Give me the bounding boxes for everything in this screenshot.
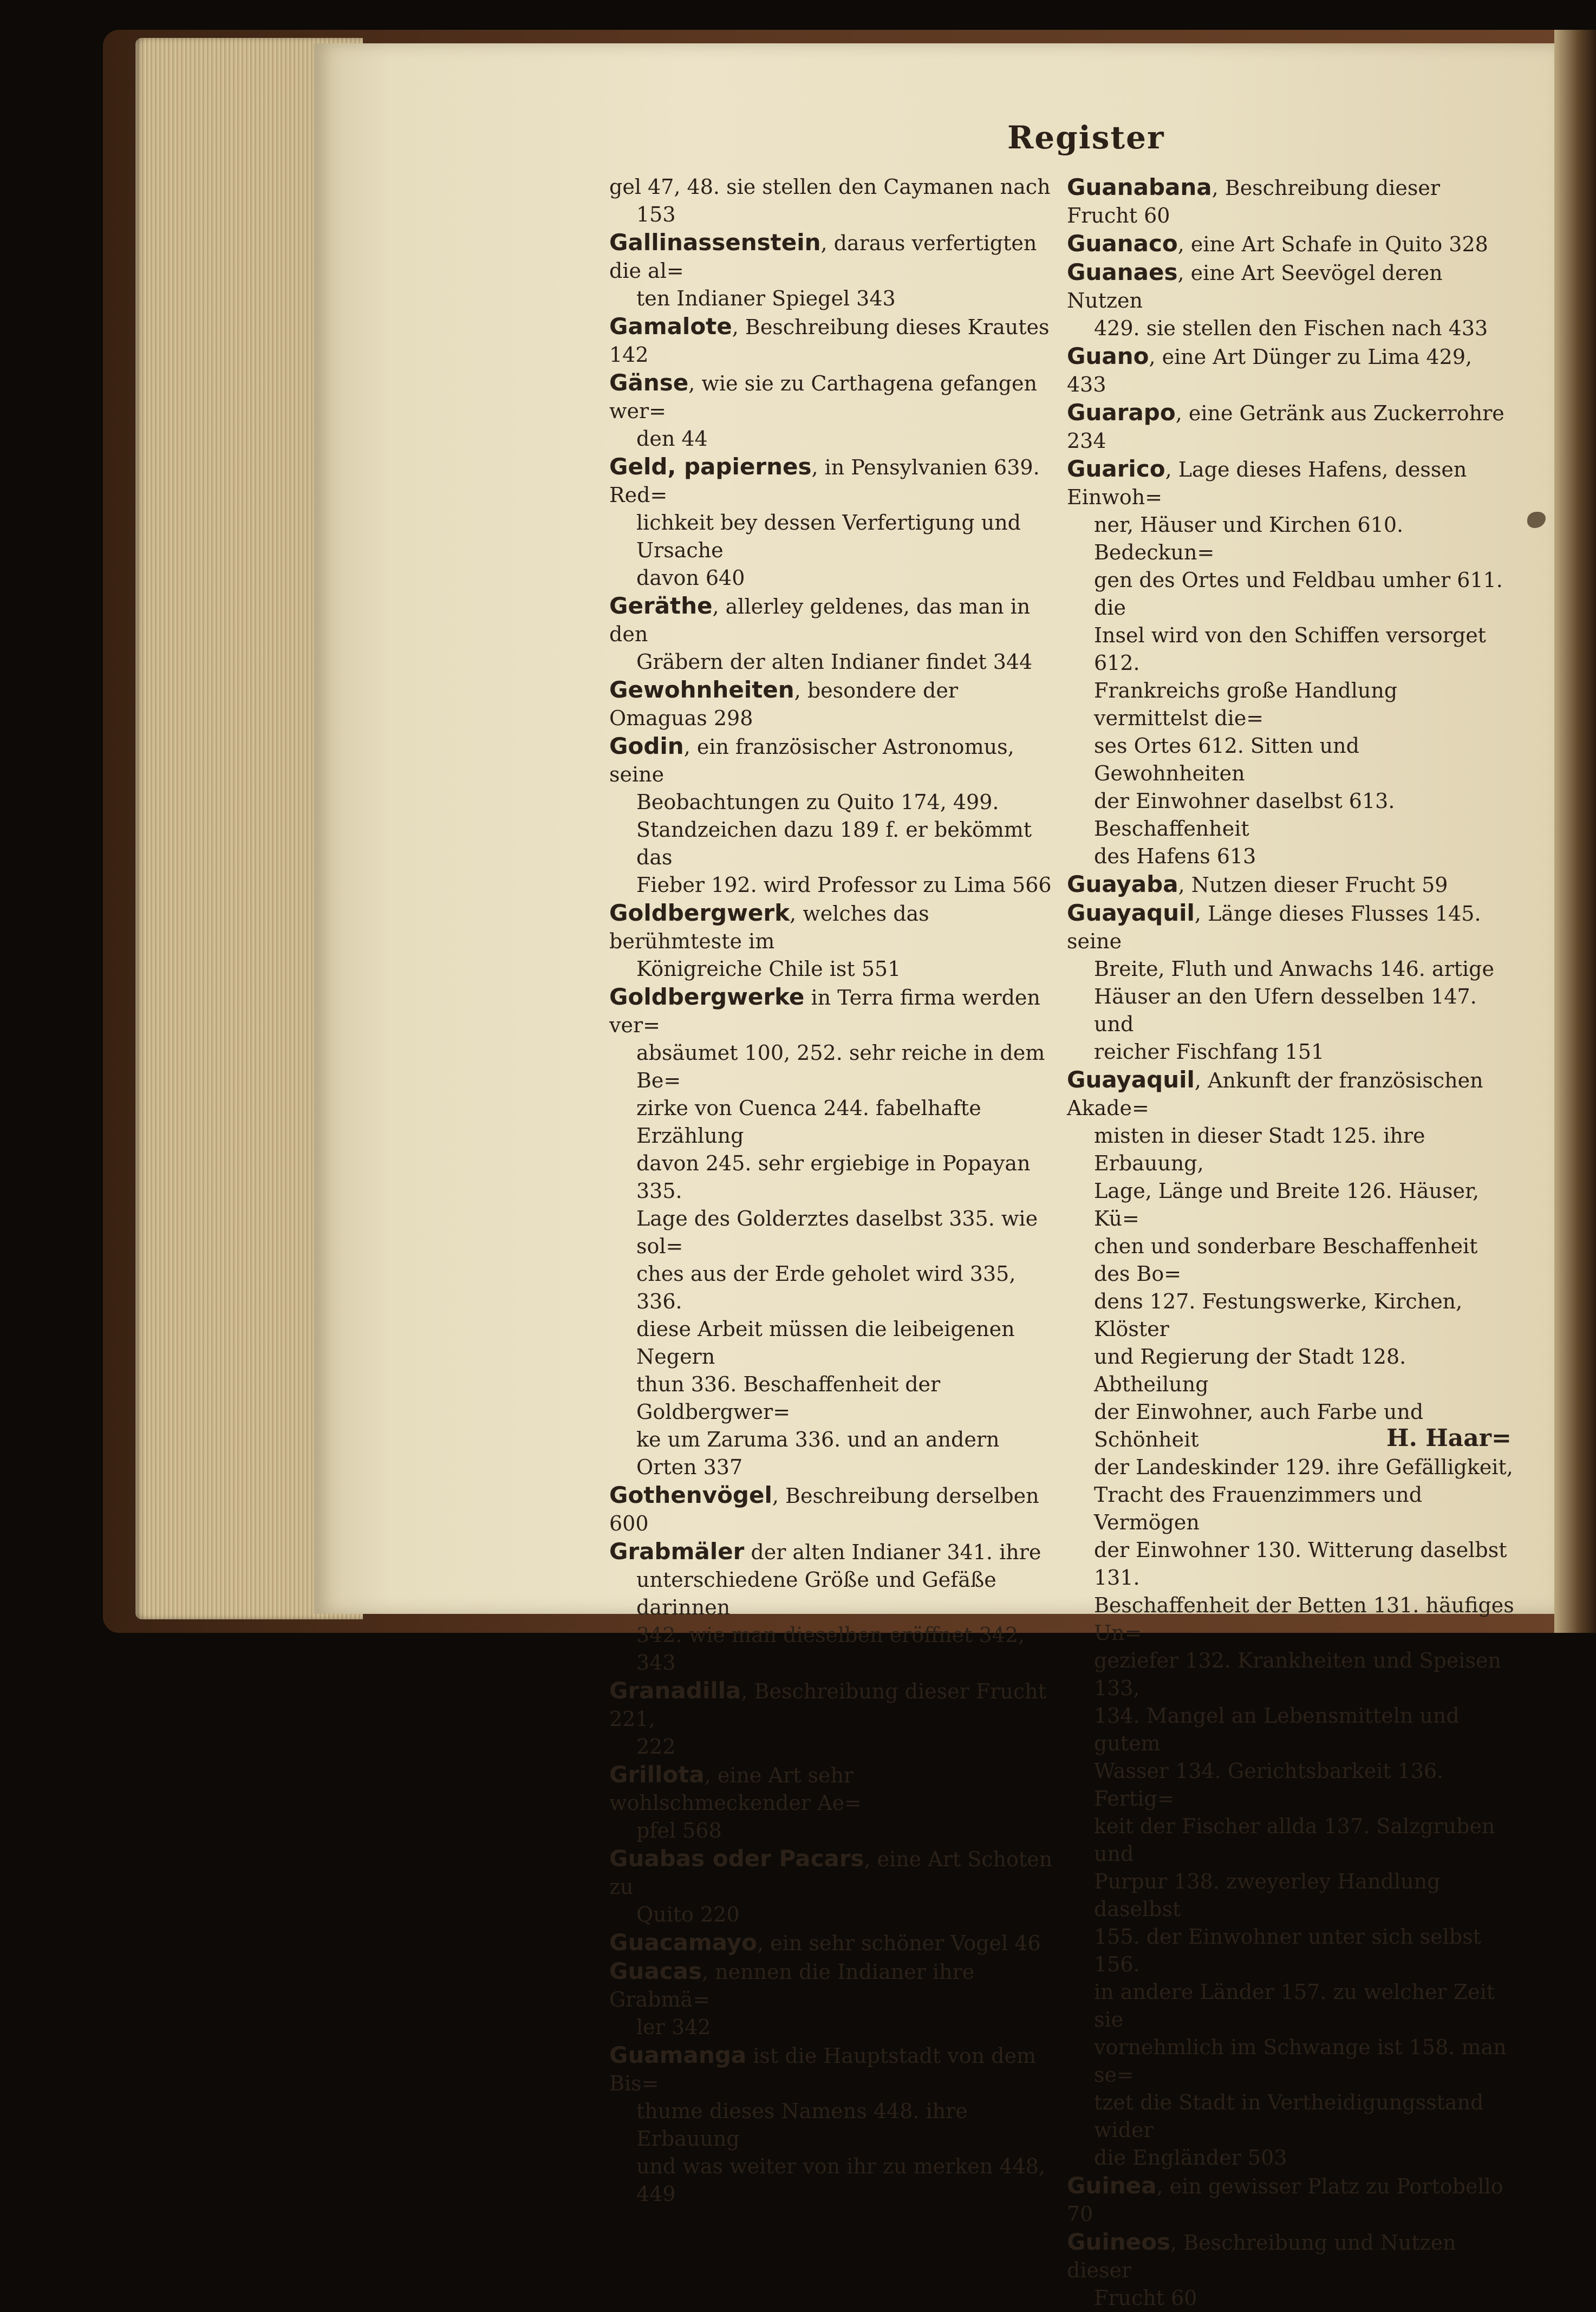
entry-text: , eine Art Seevögel deren Nutzen [1067,261,1443,312]
entry-line [1067,1813,1516,1868]
entry-line [609,509,1053,564]
entry-text: , besondere der Omaguas 298 [609,679,959,730]
entry-text: , Länge dieses Flusses 145. seine [1067,902,1481,953]
entry-text: , eine Art sehr wohlschmeckender Ae= [609,1763,862,1815]
entry-line [1067,511,1516,566]
entry-line [609,1957,1053,2014]
entry-text: in andere Länder 157. zu welcher Zeit sie [1094,1980,1495,2031]
index-entry [1067,455,1516,870]
right-column [1067,173,1516,2312]
entry-line [609,955,1053,983]
entry-text: Lage des Golderztes daselbst 335. wie sol= [636,1207,1038,1258]
entry-text: Beschaffenheit der Betten 131. häufiges Un= [1094,1593,1514,1645]
entry-text: in Terra firma werden ver= [609,986,1040,1037]
entry-line [609,1901,1053,1929]
entry-text: , Beschreibung dieser Frucht 221, [609,1679,1046,1731]
entry-line [1067,566,1516,622]
entry-line [609,648,1053,676]
entry-text: , welches das berühmteste im [609,902,929,953]
entry-line [1067,1122,1516,1177]
index-entry [1067,2172,1516,2228]
entry-text: 342. wie man dieselben eröffnet 342, 343 [636,1623,1025,1675]
entry-text: , allerley geldenes, das man in den [609,595,1031,646]
entry-text: ke um Zaruma 336. und an andern Orten 337 [636,1428,1000,1479]
entry-text: ist die Hauptstadt von dem Bis= [609,2044,1036,2095]
entry-line [1067,1536,1516,1592]
entry-keyword: Guineos [1067,2229,1171,2255]
entry-line [609,983,1053,1039]
index-entry [609,1761,1053,1845]
index-entry [1067,342,1516,399]
entry-text: gen des Ortes und Feldbau umher 611. die [1094,568,1503,620]
entry-line [609,1481,1053,1538]
entry-line [1067,399,1516,455]
entry-text: Standzeichen dazu 189 f. er bekömmt das [636,818,1032,869]
entry-line [1067,315,1516,342]
entry-line [609,1095,1053,1150]
entry-line [609,1150,1053,1205]
entry-line [609,1621,1053,1677]
entry-line [609,201,1053,229]
entry-line [1067,2284,1516,2312]
entry-text: 134. Mangel an Lebensmitteln und gutem [1094,1704,1460,1755]
entry-line [1067,1233,1516,1288]
entry-keyword: Grillota [609,1761,705,1788]
entry-line [1067,2228,1516,2284]
entry-line [1067,1038,1516,1066]
entry-line [609,173,1053,201]
index-entry [609,2041,1053,2208]
entry-line [1067,1647,1516,1702]
entry-line [609,425,1053,453]
entry-text: ten Indianer Spiegel 343 [636,286,896,310]
entry-text: Breite, Fluth und Anwachs 146. artige [1094,957,1494,981]
entry-line [1067,455,1516,511]
entry-keyword: Guinea [1067,2172,1157,2199]
entry-text: Quito 220 [636,1903,740,1926]
entry-keyword: Gewohnheiten [609,676,794,703]
entry-text: 155. der Einwohner unter sich selbst 156. [1094,1925,1481,1976]
index-entry [609,1957,1053,2041]
entry-text: vornehmlich im Schwange ist 158. man se= [1094,2035,1507,2087]
entry-text: Frankreichs große Handlung vermittelst die= [1094,679,1398,730]
entry-text: davon 640 [636,566,745,590]
entry-keyword: Gänse [609,369,689,396]
entry-text: Fieber 192. wird Professor zu Lima 566 [636,873,1052,897]
entry-text: des Hafens 613 [1094,844,1256,868]
entry-keyword: Granadilla [609,1677,741,1704]
entry-line [1067,843,1516,870]
entry-line [609,285,1053,312]
entry-line [609,1538,1053,1566]
entry-text: , eine Art Dünger zu Lima 429, 433 [1067,345,1473,396]
entry-line [1067,2144,1516,2172]
entry-line [609,2014,1053,2041]
entry-line [1067,230,1516,258]
entry-text: ler 342 [636,2015,711,2039]
entry-text: , ein französischer Astronomus, seine [609,735,1014,786]
entry-keyword: Guamanga [609,2042,747,2068]
entry-line [609,1845,1053,1901]
index-entry [609,676,1053,732]
entry-line [609,592,1053,648]
entry-text: unterschiedene Größe und Gefäße darinnen [636,1568,996,1619]
entry-text: die Engländer 503 [1094,2146,1287,2170]
entry-keyword: Guanabana [1067,174,1212,200]
entry-line [609,229,1053,285]
index-entry [609,1929,1053,1957]
entry-line [609,1566,1053,1621]
entry-line [609,369,1053,425]
entry-keyword: Godin [609,733,684,759]
entry-text: reicher Fischfang 151 [1094,1040,1325,1064]
index-entry [1067,2228,1516,2312]
index-entry [609,1481,1053,1538]
index-entry [1067,899,1516,1066]
entry-line [1067,622,1516,677]
entry-text: Beobachtungen zu Quito 174, 499. [636,790,999,814]
entry-line [1067,870,1516,899]
entry-text: , Nutzen dieser Frucht 59 [1178,873,1448,897]
index-entry [1067,1066,1516,2172]
entry-text: Häuser an den Ufern desselben 147. und [1094,985,1477,1036]
entry-line [609,1260,1053,1315]
entry-keyword: Guabas oder Pacars [609,1845,864,1872]
entry-line [609,564,1053,592]
entry-keyword: Guayaquil [1067,900,1195,926]
entry-line [1067,1066,1516,1122]
entry-line [609,732,1053,789]
entry-line [1067,983,1516,1038]
index-entry [609,899,1053,983]
entry-text: Purpur 138. zweyerley Handlung daselbst [1094,1870,1441,1921]
entry-text: zirke von Cuenca 244. fabelhafte Erzählung [636,1096,981,1148]
entry-keyword: Guayaquil [1067,1066,1195,1093]
index-entry [609,1845,1053,1929]
entry-line [609,789,1053,816]
entry-line [1067,1868,1516,1923]
entry-line [609,2041,1053,2098]
entry-line [609,1039,1053,1095]
entry-line [609,1315,1053,1371]
entry-line [609,1929,1053,1957]
entry-line [609,899,1053,955]
entry-line [609,1426,1053,1481]
entry-text: Lage, Länge und Breite 126. Häuser, Kü= [1094,1179,1480,1230]
entry-text: und Regierung der Stadt 128. Abtheilung [1094,1345,1406,1396]
entry-text: Königreiche Chile ist 551 [636,957,901,981]
entry-text: der Landeskinder 129. ihre Gefälligkeit, [1094,1455,1513,1479]
entry-text: der Einwohner 130. Witterung daselbst 131. [1094,1538,1507,1590]
entry-text: Gräbern der alten Indianer findet 344 [636,650,1033,674]
index-entry [1067,230,1516,258]
left-column [609,173,1053,2208]
entry-line [1067,899,1516,955]
entry-text: , Beschreibung dieser Frucht 60 [1067,176,1441,227]
entry-text: misten in dieser Stadt 125. ihre Erbauung, [1094,1124,1425,1175]
index-entry [1067,258,1516,342]
entry-text: Insel wird von den Schiffen versorget 612. [1094,623,1486,675]
entry-line [609,1761,1053,1817]
entry-text: Frucht 60 [1094,2286,1197,2310]
entry-line [1067,1923,1516,1978]
entry-line [609,1205,1053,1260]
page-header: Register [1007,119,1165,156]
entry-keyword: Guano [1067,343,1149,369]
entry-keyword: Goldbergwerk [609,900,790,926]
index-entry [609,453,1053,592]
entry-line [1067,677,1516,732]
entry-text: und was weiter von ihr zu merken 448, 449 [636,2154,1045,2206]
entry-line [1067,1702,1516,1757]
index-entry [1067,870,1516,899]
entry-line [609,453,1053,509]
entry-text: gel 47, 48. sie stellen den Caymanen nach [609,175,1051,199]
entry-text: Wasser 134. Gerichtsbarkeit 136. Fertig= [1094,1759,1444,1810]
entry-text: , wie sie zu Carthagena gefangen wer= [609,372,1038,423]
entry-text: thun 336. Beschaffenheit der Goldbergwer= [636,1372,941,1424]
entry-text: 429. sie stellen den Fischen nach 433 [1094,316,1488,340]
entry-text: pfel 568 [636,1819,722,1842]
entry-line [609,1371,1053,1426]
entry-keyword: Guarapo [1067,399,1176,426]
entry-text: ses Ortes 612. Sitten und Gewohnheiten [1094,734,1359,785]
entry-line [609,1817,1053,1845]
entry-keyword: Grabmäler [609,1538,745,1565]
entry-text: , ein gewisser Platz zu Portobello 70 [1067,2174,1503,2226]
entry-line [1067,787,1516,843]
entry-line [1067,1454,1516,1481]
entry-line [1067,2172,1516,2228]
entry-text: , eine Art Schafe in Quito 328 [1177,232,1488,256]
entry-line [609,676,1053,732]
index-entry [1067,399,1516,455]
entry-keyword: Geräthe [609,592,713,619]
entry-text: , Beschreibung derselben 600 [609,1484,1039,1535]
index-entry [609,592,1053,676]
entry-line [1067,2089,1516,2144]
entry-text: , eine Art Schoten zu [609,1847,1053,1899]
entry-line [1067,2034,1516,2089]
gutter-shadow [1554,30,1596,1633]
index-entry [609,983,1053,1481]
entry-text: den 44 [636,427,708,451]
entry-keyword: Gallinassenstein [609,229,821,256]
index-entry [609,369,1053,453]
index-entry [609,229,1053,312]
index-entry [609,1677,1053,1761]
entry-line [1067,1343,1516,1398]
entry-line [1067,1177,1516,1233]
entry-line [1067,342,1516,399]
entry-text: ner, Häuser und Kirchen 610. Bedeckun= [1094,513,1404,564]
entry-line [1067,258,1516,315]
entry-keyword: Goldbergwerke [609,984,805,1010]
entry-line [1067,1481,1516,1536]
entry-line [1067,955,1516,983]
entry-text: 153 [636,203,676,226]
entry-text: 222 [636,1735,676,1759]
entry-text: lichkeit bey dessen Verfertigung und Ursache [636,511,1021,562]
index-entry [609,1538,1053,1677]
index-entry [609,312,1053,369]
entry-text: chen und sonderbare Beschaffenheit des Bo= [1094,1234,1478,1286]
entry-text: der Einwohner, auch Farbe und Schönheit [1094,1400,1424,1451]
entry-text: , Lage dieses Hafens, dessen Einwoh= [1067,458,1467,509]
entry-keyword: Guacamayo [609,1929,757,1956]
entry-text: ches aus der Erde geholet wird 335, 336. [636,1262,1016,1313]
entry-line [609,871,1053,899]
entry-text: , Beschreibung dieses Krautes 142 [609,315,1050,367]
catchword: H. Haar= [1386,1424,1512,1452]
entry-keyword: Guayaba [1067,871,1178,897]
entry-line [1067,1592,1516,1647]
entry-line [609,2098,1053,2153]
entry-text: dens 127. Festungswerke, Kirchen, Klöster [1094,1289,1463,1341]
entry-text: geziefer 132. Krankheiten und Speisen 133, [1094,1649,1501,1700]
entry-keyword: Geld, papiernes [609,453,812,480]
entry-text: , daraus verfertigten die al= [609,231,1037,283]
entry-line [609,312,1053,369]
entry-line [609,816,1053,871]
entry-line [609,2153,1053,2208]
entry-keyword: Gamalote [609,313,732,340]
entry-line [1067,173,1516,230]
index-entry [609,173,1053,229]
entry-text: Tracht des Frauenzimmers und Vermögen [1094,1483,1423,1534]
entry-text: davon 245. sehr ergiebige in Popayan 335. [636,1151,1031,1203]
entry-line [1067,732,1516,787]
entry-keyword: Guacas [609,1958,702,1984]
entry-text: , eine Getränk aus Zuckerrohre 234 [1067,401,1504,453]
entry-text: , nennen die Indianer ihre Grabmä= [609,1960,975,2011]
entry-line [1067,1288,1516,1343]
entry-keyword: Guarico [1067,455,1165,482]
entry-keyword: Gothenvögel [609,1482,772,1508]
entry-keyword: Guanaes [1067,259,1178,285]
entry-line [1067,1757,1516,1813]
entry-text: absäumet 100, 252. sehr reiche in dem Be= [636,1041,1045,1092]
entry-line [609,1677,1053,1733]
entry-text: , in Pensylvanien 639. Red= [609,455,1040,507]
entry-text: thume dieses Namens 448. ihre Erbauung [636,2099,968,2151]
entry-text: der alten Indianer 341. ihre [744,1540,1041,1564]
entry-line [609,1733,1053,1761]
entry-text: der Einwohner daselbst 613. Beschaffenheit [1094,789,1395,841]
entry-text: tzet die Stadt in Vertheidigungsstand wider [1094,2090,1484,2142]
entry-text: , ein sehr schöner Vogel 46 [757,1931,1041,1955]
entry-text: keit der Fischer allda 137. Salzgruben und [1094,1814,1495,1866]
entry-text: , Beschreibung und Nutzen dieser [1067,2231,1456,2282]
entry-keyword: Guanaco [1067,230,1178,257]
entry-text: , Ankunft der französischen Akade= [1067,1069,1483,1120]
index-entry [1067,173,1516,230]
entry-text: diese Arbeit müssen die leibeigenen Negern [636,1317,1015,1369]
index-entry [609,732,1053,899]
entry-line [1067,1978,1516,2034]
